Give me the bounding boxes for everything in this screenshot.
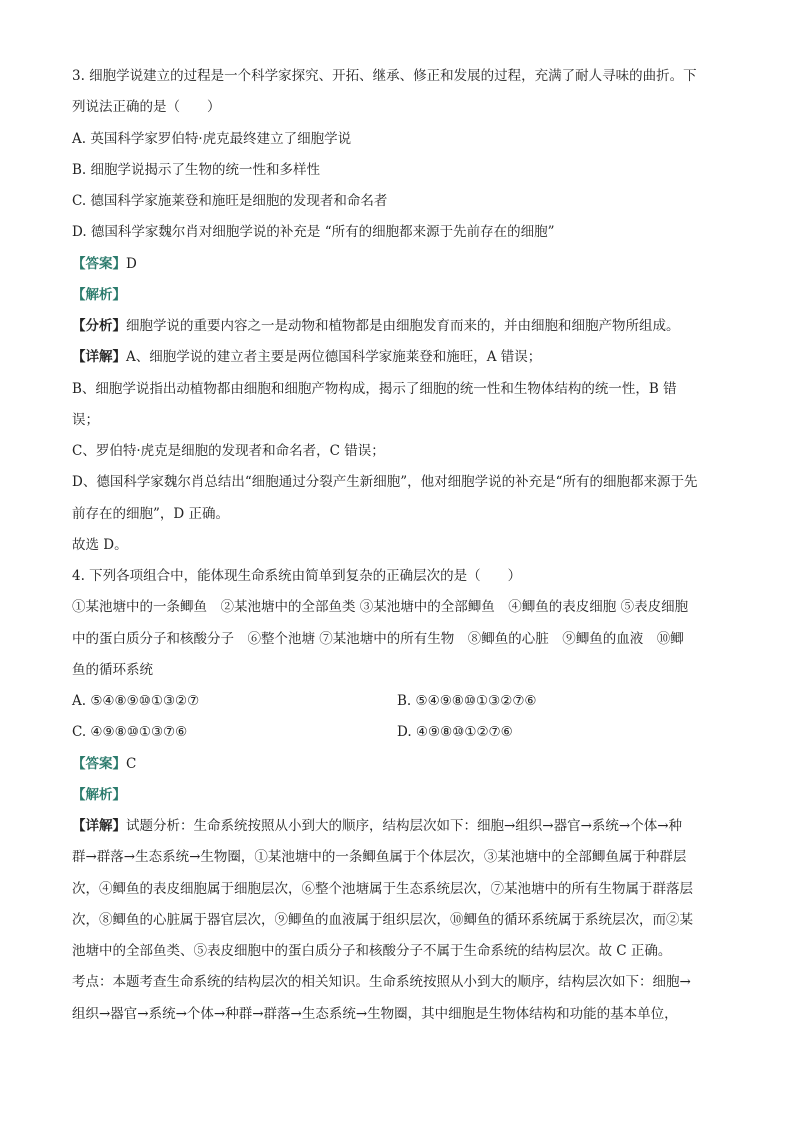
q3-detail-d2: 前存在的细胞”，D 正确。 (72, 506, 230, 522)
analysis-tag: 【解析】 (72, 287, 126, 303)
q4-detail-line3: 次，④鲫鱼的表皮细胞属于细胞层次，⑥整个池塘属于生态系统层次，⑦某池塘中的所有生物属于群落层 (72, 881, 693, 897)
q4-option-a: A. ⑤④⑧⑨⑩①③②⑦ (72, 693, 200, 709)
q3-detail-d1: D、德国科学家魏尔肖总结出“细胞通过分裂产生新细胞”，他对细胞学说的补充是“所有的细胞都来源于先 (72, 474, 698, 490)
answer-value: C (126, 756, 137, 772)
q3-conclusion: 故选 D。 (72, 537, 128, 553)
q4-detail-line4: 次，⑧鲫鱼的心脏属于器官层次，⑨鲫鱼的血液属于组织层次，⑩鲫鱼的循环系统属于系统层次，而②某 (72, 912, 693, 928)
q4-detail-line2: 群→群落→生态系统→生物圈，①某池塘中的一条鲫鱼属于个体层次，③某池塘中的全部鲫鱼属于种群层 (72, 849, 687, 865)
q4-items-line2: 中的蛋白质分子和核酸分子 ⑥整个池塘 ⑦某池塘中的所有生物 ⑧鲫鱼的心脏 ⑨鲫鱼的血液 ⑩鲫 (72, 631, 684, 647)
q4-kaodian-line1: 考点：本题考查生命系统的结构层次的相关知识。生命系统按照从小到大的顺序，结构层次如下：细胞→ (72, 974, 691, 990)
q4-detail-line5: 池塘中的全部鱼类、⑤表皮细胞中的蛋白质分子和核酸分子不属于生命系统的结构层次。故 C 正确。 (72, 943, 672, 959)
q4-answer (72, 754, 722, 774)
q3-answer (72, 254, 722, 274)
q3-detail-b1: B、细胞学说指出动植物都由细胞和细胞产物构成，揭示了细胞的统一性和生物体结构的统一性，B 错 (72, 381, 677, 397)
analysis-tag: 【解析】 (72, 787, 126, 803)
q4-option-c: C. ④⑨⑧⑩①③⑦⑥ (72, 724, 188, 740)
q3-stem-line2: 列说法正确的是（ ） (72, 99, 221, 115)
q3-option-c: C. 德国科学家施莱登和施旺是细胞的发现者和命名者 (72, 193, 388, 209)
q3-fenxi (72, 316, 722, 336)
q3-option-b: B. 细胞学说揭示了生物的统一性和多样性 (72, 162, 321, 178)
q3-stem-line1: 3. 细胞学说建立的过程是一个科学家探究、开拓、继承、修正和发展的过程，充满了耐人寻味的曲折。下 (72, 68, 697, 84)
answer-tag: 【答案】 (72, 256, 126, 272)
q3-detail-c: C、罗伯特·虎克是细胞的发现者和命名者，C 错误； (72, 443, 385, 459)
q3-analysis-heading (72, 285, 722, 305)
q4-stem: 4. 下列各项组合中，能体现生命系统由简单到复杂的正确层次的是（ ） (72, 568, 522, 584)
detail-tag: 【详解】 (72, 818, 126, 834)
fenxi-text: 细胞学说的重要内容之一是动物和植物都是由细胞发育而来的，并由细胞和细胞产物所组成。 (126, 318, 680, 334)
q4-kaodian-line2: 组织→器官→系统→个体→种群→群落→生态系统→生物圈，其中细胞是生物体结构和功能的基本单位， (72, 1006, 678, 1022)
detail-line1-text: 试题分析：生命系统按照从小到大的顺序，结构层次如下：细胞→组织→器官→系统→个体→种 (126, 818, 683, 834)
q4-items-line1: ①某池塘中的一条鲫鱼 ②某池塘中的全部鱼类 ③某池塘中的全部鲫鱼 ④鲫鱼的表皮细胞 ⑤表皮细胞 (72, 599, 689, 615)
q4-analysis-heading (72, 785, 722, 805)
q3-detail-b2: 误； (72, 412, 99, 428)
q4-option-d: D. ④⑨⑧⑩①②⑦⑥ (397, 724, 513, 740)
fenxi-tag: 【分析】 (72, 318, 126, 334)
q3-option-d: D. 德国科学家魏尔肖对细胞学说的补充是 “所有的细胞都来源于先前存在的细胞” (72, 224, 555, 240)
answer-tag: 【答案】 (72, 756, 126, 772)
q4-option-b: B. ⑤④⑨⑧⑩①③②⑦⑥ (397, 693, 537, 709)
detail-tag: 【详解】 (72, 349, 126, 365)
q4-detail-line1 (72, 816, 722, 836)
answer-value: D (126, 256, 137, 272)
q3-option-a: A. 英国科学家罗伯特·虎克最终建立了细胞学说 (72, 131, 352, 147)
q3-detail-a (72, 347, 722, 367)
q4-items-line3: 鱼的循环系统 (72, 662, 153, 678)
detail-a-text: A、细胞学说的建立者主要是两位德国科学家施莱登和施旺，A 错误； (126, 349, 542, 365)
